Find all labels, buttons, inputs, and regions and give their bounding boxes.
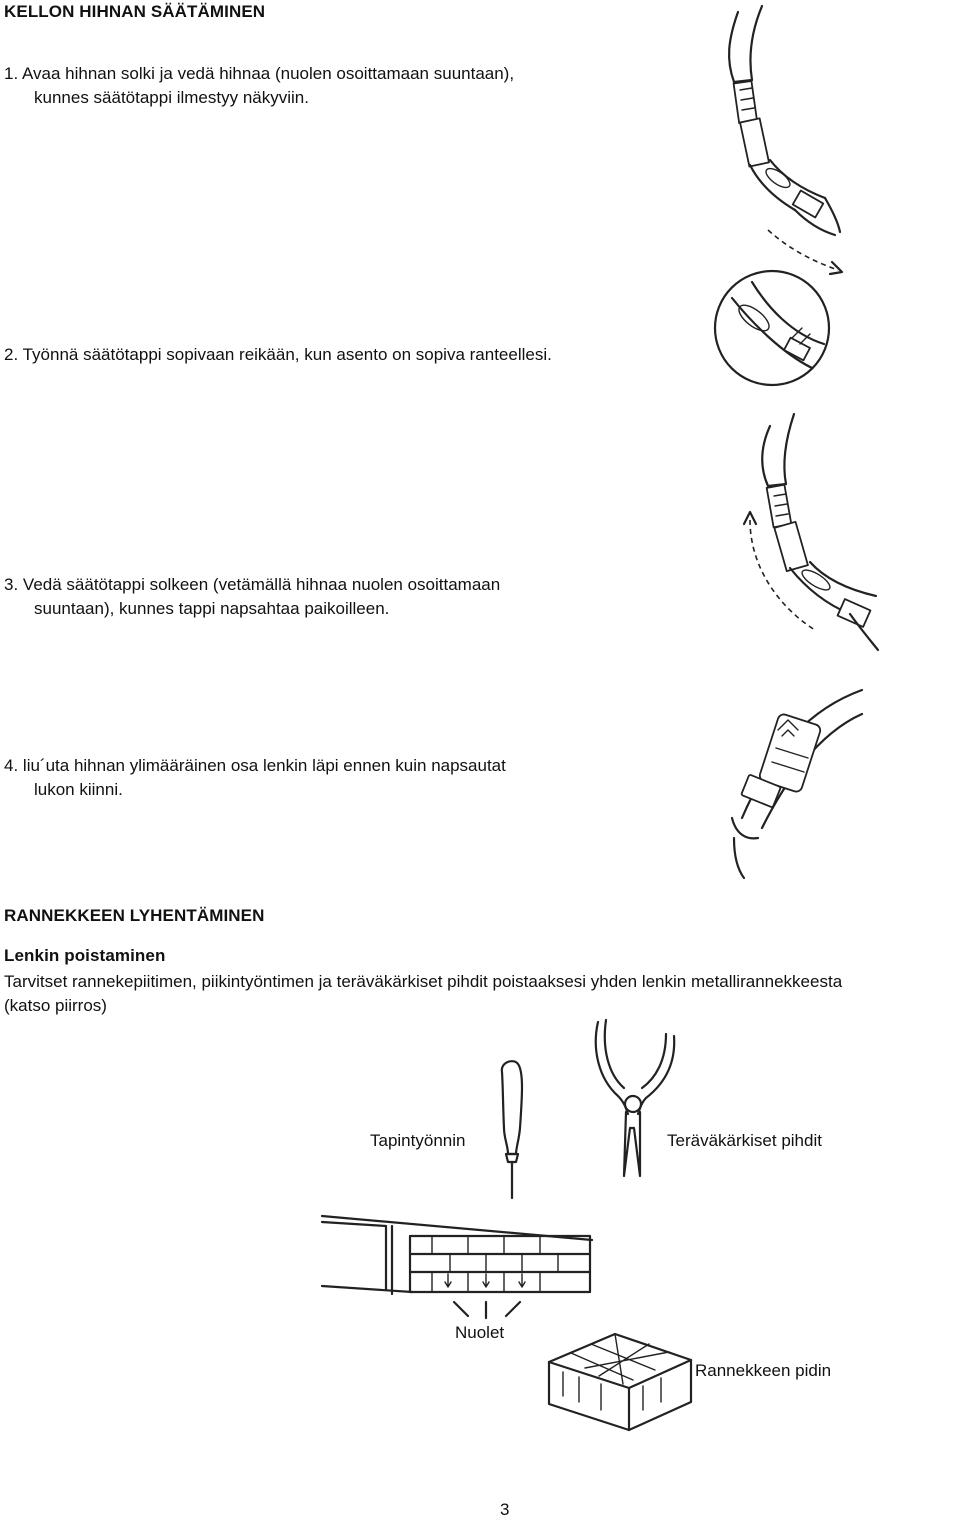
section-subtitle-link-removal: Lenkin poistaminen [4,946,166,965]
step-2 [4,343,552,367]
step-2-number: 2. [4,345,19,364]
label-bracelet-holder: Rannekkeen pidin [695,1361,832,1380]
step-1 [4,62,514,110]
step-4-line1: liu´uta hihnan ylimääräinen osa lenkin läpi ennen kuin napsautat [22,756,506,775]
step-4-line2: lukon kiinni. [34,780,123,799]
strap-open-illustration [700,0,860,290]
section2-body [4,970,842,1018]
step-1-number: 1. [4,64,19,83]
section-title-strap-adjust: KELLON HIHNAN SÄÄTÄMINEN [4,2,266,21]
pointed-pliers-tool-icon [590,1018,680,1183]
step-3 [4,573,500,621]
step-1-line1: Avaa hihnan solki ja vedä hihnaa (nuolen osoittamaan suuntaan), [21,64,515,83]
section2-body-line2: (katso piirros) [4,996,107,1015]
step-3-line2: suuntaan), kunnes tappi napsahtaa paikoilleen. [34,599,390,618]
step-4 [4,754,506,802]
pin-pusher-tool-icon [494,1058,534,1203]
label-arrows: Nuolet [455,1323,505,1342]
page-number: 3 [500,1500,510,1519]
step-3-number: 3. [4,575,19,594]
section-title-bracelet-shorten: RANNEKKEEN LYHENTÄMINEN [4,906,265,925]
step-3-line1: Vedä säätötappi solkeen (vetämällä hihnaa nuolen osoittamaan [22,575,501,594]
label-pointed-pliers: Teräväkärkiset pihdit [667,1131,822,1150]
buckle-closed-illustration [722,688,872,878]
bracelet-links-diagram [320,1210,600,1330]
pin-lock-illustration [730,408,890,658]
step-2-line1: Työnnä säätötappi sopivaan reikään, kun asento on sopiva ranteellesi. [22,345,552,364]
label-pin-pusher: Tapintyönnin [370,1131,466,1150]
pin-insert-illustration [712,268,832,388]
step-1-line2: kunnes säätötappi ilmestyy näkyviin. [34,88,309,107]
bracelet-holder-diagram [545,1322,695,1432]
section2-body-line1: Tarvitset rannekepiitimen, piikintyöntimen ja teräväkärkiset pihdit poistaaksesi yhden lenkin metallirannekkeesta [4,972,843,991]
step-4-number: 4. [4,756,19,775]
